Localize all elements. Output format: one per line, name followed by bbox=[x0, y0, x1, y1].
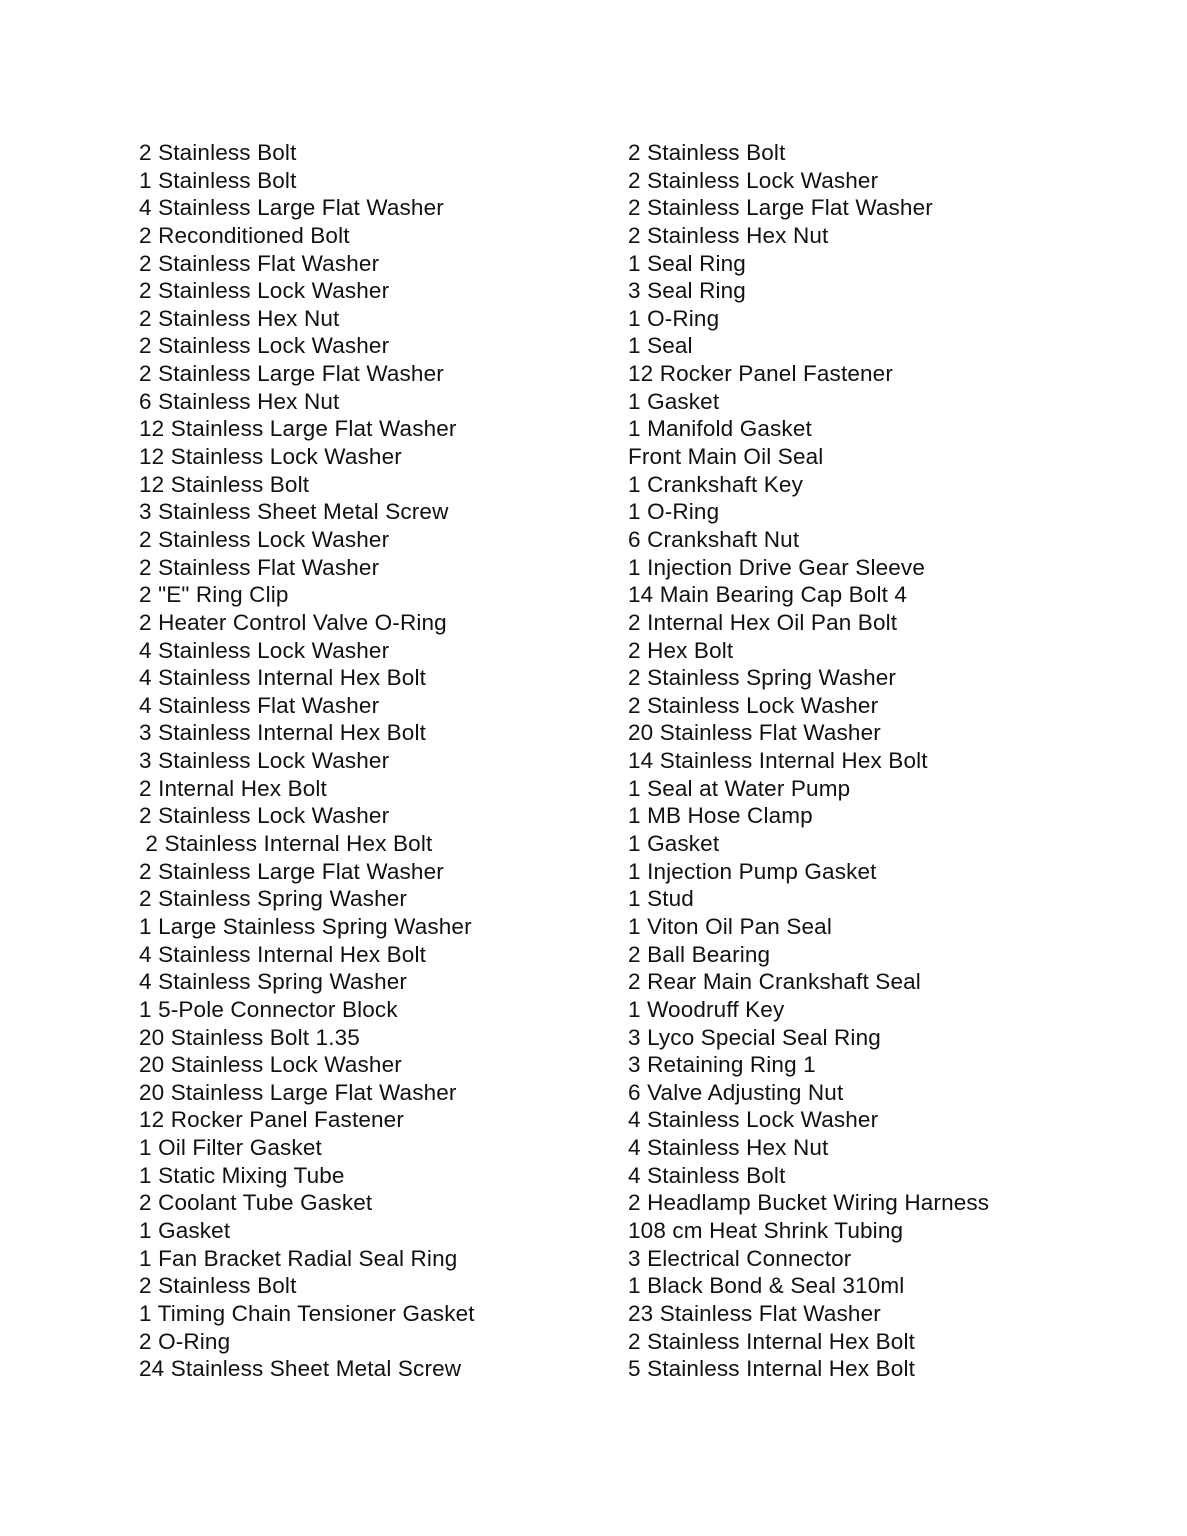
parts-list-item: 3 Retaining Ring 1 bbox=[628, 1052, 816, 1078]
parts-list-item: 3 Lyco Special Seal Ring bbox=[628, 1024, 881, 1050]
parts-list-item: 14 Main Bearing Cap Bolt 4 bbox=[628, 582, 908, 608]
parts-list-item: 5 Stainless Internal Hex Bolt bbox=[628, 1356, 915, 1382]
parts-list-item: 1 Gasket bbox=[628, 388, 720, 414]
parts-list-item: 2 Stainless Hex Nut bbox=[628, 222, 829, 248]
parts-list-item: 2 "E" Ring Clip bbox=[139, 582, 289, 608]
parts-list-item: 20 Stainless Lock Washer bbox=[139, 1052, 402, 1078]
parts-list-item: 3 Stainless Sheet Metal Screw bbox=[139, 499, 449, 525]
parts-list-item: 2 Stainless Spring Washer bbox=[139, 886, 408, 912]
parts-list-item: 2 Stainless Lock Washer bbox=[628, 692, 879, 718]
parts-list-item: 2 Stainless Large Flat Washer bbox=[628, 195, 933, 221]
parts-list-item: 2 Coolant Tube Gasket bbox=[139, 1190, 373, 1216]
parts-list-item: 6 Stainless Hex Nut bbox=[139, 388, 340, 414]
parts-list-item: 1 Black Bond & Seal 310ml bbox=[628, 1273, 905, 1299]
parts-list-item: 12 Rocker Panel Fastener bbox=[628, 361, 893, 387]
parts-list-item: 12 Stainless Bolt bbox=[139, 471, 310, 497]
parts-list-item: 1 O-Ring bbox=[628, 305, 720, 331]
parts-list-item: 2 Stainless Bolt bbox=[139, 140, 297, 165]
parts-list-item: 2 Stainless Lock Washer bbox=[139, 803, 390, 829]
parts-list-item: 2 Heater Control Valve O-Ring bbox=[139, 609, 447, 635]
parts-list-item: 4 Stainless Spring Washer bbox=[139, 969, 408, 995]
parts-list-item: 3 Stainless Internal Hex Bolt bbox=[139, 720, 426, 746]
parts-list-item: 2 Stainless Flat Washer bbox=[139, 554, 380, 580]
parts-list-item: 1 Injection Drive Gear Sleeve bbox=[628, 554, 925, 580]
parts-list-item: 4 Stainless Hex Nut bbox=[628, 1135, 829, 1161]
parts-list-item: 2 Rear Main Crankshaft Seal bbox=[628, 969, 921, 995]
parts-list-item: 1 Seal Ring bbox=[628, 250, 746, 276]
parts-list-item: 2 Stainless Flat Washer bbox=[139, 250, 380, 276]
parts-list-item: 2 Stainless Bolt bbox=[628, 140, 786, 165]
parts-list-item: 1 Viton Oil Pan Seal bbox=[628, 913, 832, 939]
parts-list-item: 2 Reconditioned Bolt bbox=[139, 222, 350, 248]
parts-list-left-column bbox=[139, 139, 475, 1383]
parts-list-item: 2 O-Ring bbox=[139, 1328, 231, 1354]
parts-list-item: 4 Stainless Flat Washer bbox=[139, 692, 380, 718]
parts-list-item: 2 Stainless Lock Washer bbox=[139, 526, 390, 552]
parts-list-item: 1 Manifold Gasket bbox=[628, 416, 812, 442]
parts-list-item: 1 Large Stainless Spring Washer bbox=[139, 913, 472, 939]
parts-list-item: 2 Internal Hex Bolt bbox=[139, 775, 327, 801]
parts-list-item: 14 Stainless Internal Hex Bolt bbox=[628, 748, 928, 774]
parts-list-item: 1 Oil Filter Gasket bbox=[139, 1135, 322, 1161]
parts-list-item: 4 Stainless Lock Washer bbox=[628, 1107, 879, 1133]
parts-list-item: 1 Gasket bbox=[139, 1217, 231, 1243]
parts-list-item: 1 Static Mixing Tube bbox=[139, 1162, 345, 1188]
parts-list-item: 108 cm Heat Shrink Tubing bbox=[628, 1217, 904, 1243]
parts-list-item: 12 Stainless Lock Washer bbox=[139, 444, 402, 470]
parts-list-item: 2 Stainless Hex Nut bbox=[139, 305, 340, 331]
parts-list-item: 3 Seal Ring bbox=[628, 278, 746, 304]
parts-list-item: Front Main Oil Seal bbox=[628, 444, 824, 470]
parts-list-item: 2 Ball Bearing bbox=[628, 941, 771, 967]
parts-list-item: 1 Seal bbox=[628, 333, 693, 359]
parts-list-item: 12 Stainless Large Flat Washer bbox=[139, 416, 457, 442]
parts-list-item: 2 Hex Bolt bbox=[628, 637, 734, 663]
parts-list-item: 4 Stainless Lock Washer bbox=[139, 637, 390, 663]
parts-list-item: 1 Woodruff Key bbox=[628, 996, 785, 1022]
parts-list-item: 1 O-Ring bbox=[628, 499, 720, 525]
parts-list-item: 1 Fan Bracket Radial Seal Ring bbox=[139, 1245, 458, 1271]
parts-list-item: 1 Crankshaft Key bbox=[628, 471, 803, 497]
parts-list-item: 1 MB Hose Clamp bbox=[628, 803, 813, 829]
parts-list-item: 2 Stainless Internal Hex Bolt bbox=[139, 831, 433, 857]
parts-list-item: 6 Crankshaft Nut bbox=[628, 526, 800, 552]
parts-list-item: 1 Seal at Water Pump bbox=[628, 775, 851, 801]
parts-list-item: 20 Stainless Flat Washer bbox=[628, 720, 881, 746]
parts-list-item: 6 Valve Adjusting Nut bbox=[628, 1079, 844, 1105]
parts-list-item: 2 Stainless Internal Hex Bolt bbox=[628, 1328, 915, 1354]
parts-list-item: 2 Stainless Large Flat Washer bbox=[139, 361, 444, 387]
parts-list-item: 2 Stainless Bolt bbox=[139, 1273, 297, 1299]
parts-list-item: 3 Stainless Lock Washer bbox=[139, 748, 390, 774]
parts-list-item: 12 Rocker Panel Fastener bbox=[139, 1107, 404, 1133]
parts-list-item: 1 Gasket bbox=[628, 831, 720, 857]
parts-list-item: 2 Stainless Large Flat Washer bbox=[139, 858, 444, 884]
parts-list-item: 4 Stainless Internal Hex Bolt bbox=[139, 941, 426, 967]
parts-list-item: 1 Stud bbox=[628, 886, 694, 912]
parts-list-item: 2 Headlamp Bucket Wiring Harness bbox=[628, 1190, 990, 1216]
parts-list-item: 4 Stainless Large Flat Washer bbox=[139, 195, 444, 221]
parts-list-item: 1 5-Pole Connector Block bbox=[139, 996, 398, 1022]
parts-list-item: 1 Timing Chain Tensioner Gasket bbox=[139, 1300, 475, 1326]
parts-list-item: 1 Stainless Bolt bbox=[139, 167, 297, 193]
parts-list-item: 2 Internal Hex Oil Pan Bolt bbox=[628, 609, 898, 635]
parts-list-item: 2 Stainless Lock Washer bbox=[628, 167, 879, 193]
parts-list-item: 20 Stainless Large Flat Washer bbox=[139, 1079, 457, 1105]
parts-list-item: 20 Stainless Bolt 1.35 bbox=[139, 1024, 360, 1050]
parts-list-item: 24 Stainless Sheet Metal Screw bbox=[139, 1356, 462, 1382]
parts-list-item: 23 Stainless Flat Washer bbox=[628, 1300, 881, 1326]
parts-list-item: 1 Injection Pump Gasket bbox=[628, 858, 877, 884]
parts-list-right-column bbox=[628, 139, 989, 1383]
parts-list-item: 2 Stainless Spring Washer bbox=[628, 665, 897, 691]
parts-list-item: 2 Stainless Lock Washer bbox=[139, 278, 390, 304]
parts-list-item: 2 Stainless Lock Washer bbox=[139, 333, 390, 359]
parts-list-item: 3 Electrical Connector bbox=[628, 1245, 852, 1271]
parts-list-item: 4 Stainless Internal Hex Bolt bbox=[139, 665, 426, 691]
parts-list-item: 4 Stainless Bolt bbox=[628, 1162, 786, 1188]
